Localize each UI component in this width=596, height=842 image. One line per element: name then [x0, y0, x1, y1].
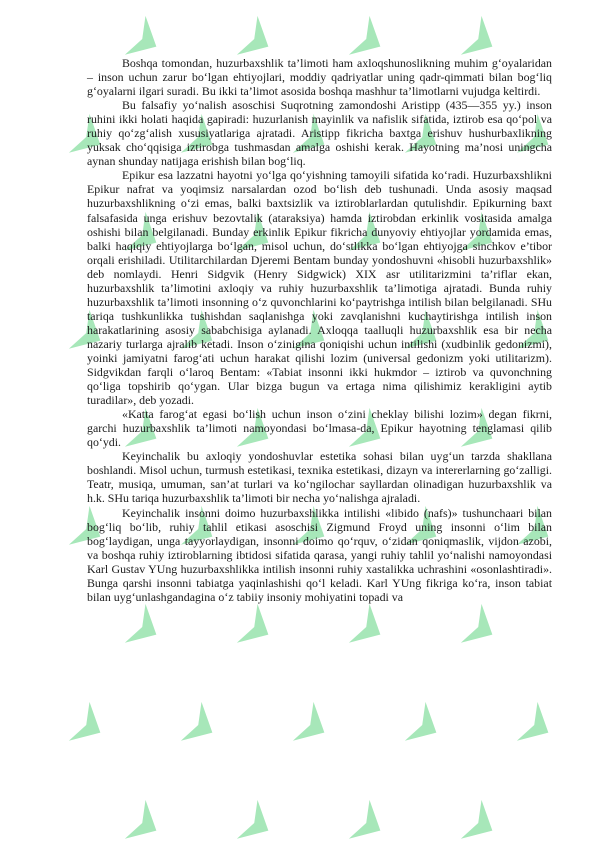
watermark-chevron-icon: [237, 604, 279, 654]
watermark-chevron-icon: [181, 702, 223, 752]
paragraph-5: Keyinchalik bu axloqiy yondoshuvlar estetika sohasi bilan uyg‘un tarzda shakllana boshlandi. Misol uchun, turmush estetikasi, texnika estetikasi, dizayn va intererlarning go‘zalligi. Teatr, musiqa, umuman, san’at turlari va ko‘ngilochar sayllardan olinadigan huzurbaxshlik va h.k. SHu tariqa huzurbaxshlik ta’limoti bir necha yo‘nalishga ajraladi.: [87, 449, 552, 506]
paragraph-6: Keyinchalik insonni doimo huzurbaxshlikka intilishi «libido (nafs)» tushunchaari bilan bog‘liq bo‘lib, ruhiy tahlil etikasi asoschisi Zigmund Froyd uning insonni o‘lim bilan bog‘laydigan, unga tayyorlaydigan, insonni doimo qo‘rquv, o‘zidan qoniqmaslik, vijdon azobi, va boshqa ruhiy iztiroblarning ibtidosi sifatida qarasa, yangi ruhiy tahlil yo‘nalishi namoyondasi Karl Gustav YUng huzurbaxshlikka intilish insonni ruhiy xastalikka uchrashini «osonlashtiradi». Bunga qarshi insonni tabiatga yaqinlashishi qo‘l keladi. Karl YUng fikriga ko‘ra, inson tabiat bilan uyg‘unlashgandagina o‘z tabiiy insoniy mohiyatini topadi va: [87, 505, 552, 604]
watermark-chevron-icon: [237, 800, 279, 842]
watermark-chevron-icon: [293, 702, 335, 752]
watermark-chevron-icon: [69, 702, 111, 752]
watermark-chevron-icon: [349, 604, 391, 654]
watermark-chevron-icon: [461, 604, 503, 654]
watermark-chevron-icon: [349, 800, 391, 842]
watermark-chevron-icon: [405, 702, 447, 752]
watermark-chevron-icon: [461, 800, 503, 842]
watermark-chevron-icon: [125, 800, 167, 842]
paragraph-4: «Katta farog‘at egasi bo‘lish uchun inson o‘zini cheklay bilishi lozim» degan fikrni, garchi huzurbaxshlik ta’limoti namoyondasi bo‘lmasa-da, Epikur hayotning tenglamasi qilib qo‘ydi.: [87, 407, 552, 450]
watermark-chevron-icon: [125, 604, 167, 654]
document-body: [87, 56, 552, 604]
paragraph-1: Boshqa tomondan, huzurbaxshlik ta’limoti ham axloqshunoslikning muhim g‘oyalaridan – inson uchun zarur bo‘lgan ehtiyojlari, moddiy qadriyatlar uning qadr-qimmati bilan bog‘liq g‘oyalarni ilgari suradi. Bu ikki ta’limot asosida boshqa mashhur ta’limotlarni vujudga keltirdi.: [87, 56, 552, 99]
watermark-chevron-icon: [517, 702, 559, 752]
paragraph-2: Bu falsafiy yo‘nalish asoschisi Suqrotning zamondoshi Aristipp (435—355 yy.) inson ruhini ikki holati haqida gapiradi: huzurlanish mayinlik va nafislik sifatida, iztirob esa qo‘pol va ruhiy qo‘zg‘alish xususiyatlariga ajratadi. Aristipp fikricha baxtga erishuv hushurbaxlikning yuksak cho‘qqisiga iztirobga tushmasdan amalga oshishi kerak. Hayotning ma’nosi uningcha aynan shunday natijaga erishish bilan bog‘liq.: [87, 98, 552, 169]
paragraph-3: Epikur esa lazzatni hayotni yo‘lga qo‘yishning tamoyili sifatida ko‘radi. Huzurbaxshlikni Epikur nafrat va yoqimsiz narsalardan ozod bo‘lish deb tushunadi. Unda asosiy maqsad huzurbaxshlikning o‘zi emas, balki baxtsizlik va iztiroblarlardan qutulishdir. Epikurning baxt falsafasida unga erishuv bezovtalik (ataraksiya) hamda iztirobdan erkinlik vositasida amalga oshishi bilan belgilanadi. Bunday erkinlik Epikur fikricha dunyoviy ehtiyojlar yordamida emas, balki haqiqiy ehtiyojlarga bo‘lgan, misol uchun, do‘stlikka bo‘lgan ehtiyojga sinchkov e’tibor orqali erishiladi. Utilitarchilardan Djeremi Bentam bunday yondoshuvni «hisobli huzurbaxshlik» deb nomlaydi. Henri Sidgvik (Henry Sidgwick) XIX asr utilitarizmini ta’riflar ekan, huzurbaxshlik ta’limotini axloqiy va ruhiy huzurbaxshlik ta’limotiga ajratadi. Bunda ruhiy huzurbaxshlik ta’limoti insonning o‘z quvonchlarini ko‘paytrishga intilish bilan belgilanadi. SHu tariqa tushkunlikka tushishdan saqlanishga yoki zavqlanishni kuchaytirishga intilish inson harakatlarining asosiy sababchisiga aylanadi. Axloqqa taalluqli huzurbaxshlik esa bir necha nazariy turlarga ajralib ketadi. Inson o‘zinigina qoniqishi uchun intilishi (xudbinlik gedonizmi), yoinki jamiyatni farog‘ati uchun harakat qilishi lozim (universal gedonizm yoki utilitarizm). Sidgvikdan farqli o‘laroq Bentam: «Tabiat insonni ikki hukmdor – iztirob va quvonchning qo‘liga topshirib qo‘ygan. Ular bizga bugun va ertaga nima qilishimiz kerakligini aytib turadilar», deb yozadi.: [87, 168, 552, 408]
